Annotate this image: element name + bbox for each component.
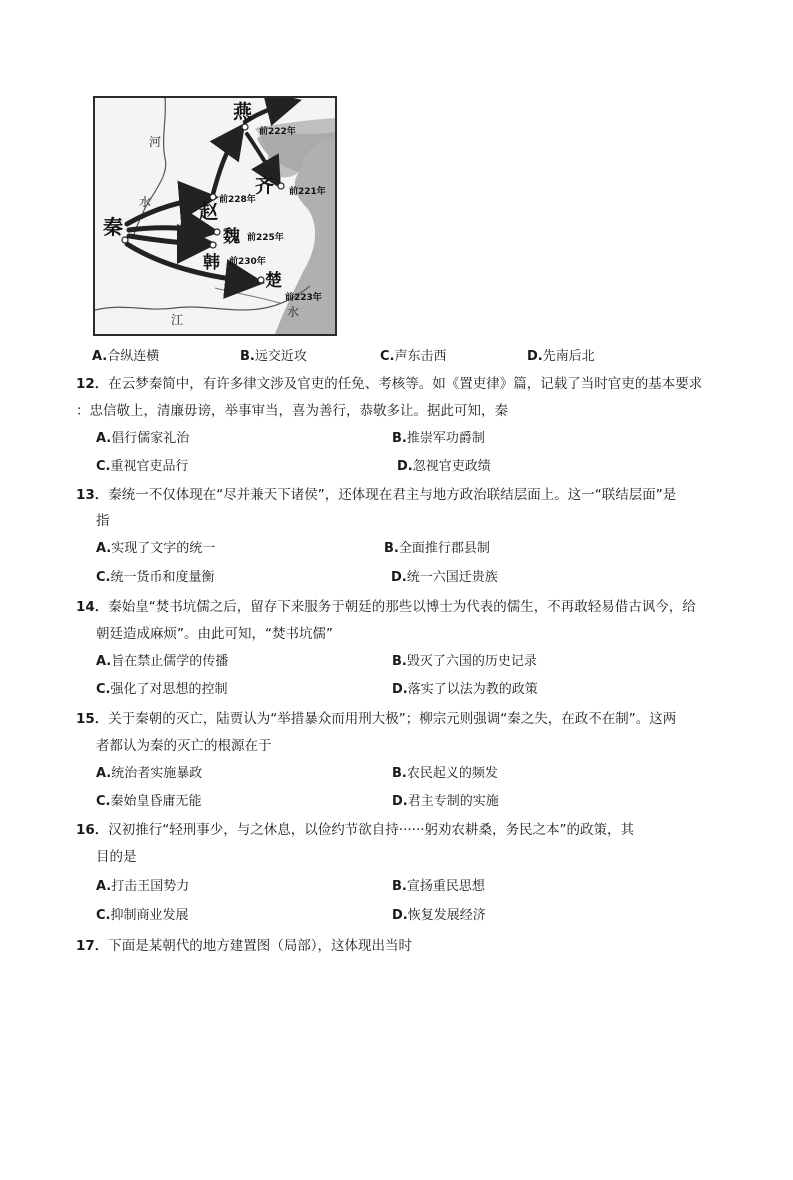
- river-label-he: 河: [149, 135, 162, 149]
- q12-option-d: [397, 458, 491, 476]
- option-text: 统一货币和度量衡: [110, 570, 215, 585]
- option-text: 落实了以法为教的政策: [407, 682, 538, 697]
- option-letter: A.: [96, 766, 112, 781]
- option-text: 合纵连横: [107, 349, 160, 364]
- q15-option-c: [96, 793, 202, 811]
- question-number: 13．: [76, 487, 109, 503]
- option-letter: C.: [96, 794, 111, 809]
- option-letter: A.: [96, 431, 112, 446]
- option-letter: A.: [96, 879, 112, 894]
- option-text: 忽视官吏政绩: [412, 459, 491, 474]
- han-marker: [210, 242, 216, 248]
- option-letter: D.: [527, 349, 543, 364]
- q11-option-a: [92, 348, 159, 366]
- option-letter: D.: [392, 908, 408, 923]
- option-text: 先南后北: [542, 349, 595, 364]
- option-text: 全面推行郡县制: [398, 541, 490, 556]
- year-han: 前230年: [229, 257, 266, 267]
- option-letter: B.: [392, 879, 407, 894]
- option-text: 恢复发展经济: [407, 908, 486, 923]
- option-text: 毁灭了六国的历史记录: [406, 654, 537, 669]
- label-chu: 楚: [265, 271, 282, 291]
- arrow-to-han: [129, 236, 207, 244]
- q13-option-c: [96, 569, 215, 587]
- arrow-to-wei: [129, 228, 210, 231]
- zhao-marker: [210, 194, 216, 200]
- question-text: 下面是某朝代的地方建置图（局部），这体现出当时: [108, 938, 413, 954]
- q13-option-d: [391, 569, 498, 587]
- q15-option-b: [392, 765, 498, 783]
- option-text: 强化了对思想的控制: [110, 682, 228, 697]
- label-qin: 秦: [103, 215, 123, 239]
- option-letter: C.: [380, 349, 395, 364]
- option-letter: B.: [392, 766, 407, 781]
- q11-option-b: [240, 348, 307, 366]
- option-text: 打击王国势力: [111, 879, 190, 894]
- q12-option-c: [96, 458, 189, 476]
- year-qi: 前221年: [289, 187, 326, 197]
- option-letter: B.: [392, 654, 407, 669]
- question-text: 秦统一不仅体现在“尽并兼天下诸侯”，还体现在君主与地方政治联结层面上。这一“联结层面”是: [108, 487, 677, 503]
- option-letter: A.: [96, 541, 112, 556]
- q16-option-a: [96, 878, 189, 896]
- question-text: 汉初推行“轻刑事少，与之休息，以俭约节欲自持······躬劝农耕桑，务民之本”的政策，其: [108, 822, 635, 838]
- q12-stem-line2: ：忠信敬上，清廉毋谤，举事审当，喜为善行，恭敬多让。据此可知，秦: [76, 403, 508, 419]
- label-wei: 魏: [223, 227, 240, 247]
- river-label-shui2: 水: [287, 305, 300, 319]
- yan-marker: [242, 124, 248, 130]
- option-text: 推崇军功爵制: [406, 431, 485, 446]
- option-text: 宣扬重民思想: [406, 879, 485, 894]
- q16-option-d: [392, 907, 486, 925]
- option-text: 重视官吏品行: [110, 459, 189, 474]
- option-letter: B.: [392, 431, 407, 446]
- question-text: 秦始皇“焚书坑儒之后，留存下来服务于朝廷的那些以博士为代表的儒生，不再敢轻易借古讽今，给: [108, 599, 696, 615]
- q13-option-b: [384, 540, 490, 558]
- option-text: 秦始皇昏庸无能: [110, 794, 202, 809]
- question-text: 在云梦秦简中，有许多律文涉及官吏的任免、考核等。如《置吏律》篇，记载了当时官吏的基本要求: [108, 376, 703, 392]
- q14-option-b: [392, 653, 537, 671]
- q12-option-b: [392, 430, 485, 448]
- option-text: 旨在禁止儒学的传播: [111, 654, 229, 669]
- q12-option-a: [96, 430, 189, 448]
- q16-option-c: [96, 907, 189, 925]
- q16-stem-line2: 目的是: [96, 849, 137, 865]
- q14-stem-line1: [76, 598, 696, 616]
- option-letter: C.: [96, 682, 111, 697]
- label-yan: 燕: [233, 101, 253, 123]
- q14-option-a: [96, 653, 228, 671]
- year-wei: 前225年: [247, 233, 284, 243]
- q13-stem-line2: 指: [96, 513, 110, 529]
- q15-stem-line1: [76, 710, 676, 728]
- q11-option-c: [380, 348, 447, 366]
- question-number: 16．: [76, 822, 109, 838]
- q15-stem-line2: 者都认为秦的灭亡的根源在于: [96, 738, 272, 754]
- river-label-jiang: 江: [171, 313, 184, 327]
- option-text: 远交近攻: [254, 349, 307, 364]
- option-letter: B.: [384, 541, 399, 556]
- label-han: 韩: [203, 253, 220, 273]
- q17-stem-line1: [76, 937, 412, 955]
- qin-unification-map: [93, 96, 337, 336]
- q16-option-b: [392, 878, 485, 896]
- q15-option-a: [96, 765, 202, 783]
- q13-option-a: [96, 540, 215, 558]
- question-number: 14．: [76, 599, 109, 615]
- option-letter: C.: [96, 908, 111, 923]
- q16-stem-line1: [76, 821, 634, 839]
- arrow-yan-onward: [245, 102, 293, 122]
- question-number: 17．: [76, 938, 109, 954]
- label-zhao: 赵: [199, 201, 219, 223]
- q13-stem-line1: [76, 486, 676, 504]
- question-number: 15．: [76, 711, 109, 727]
- q14-option-c: [96, 681, 228, 699]
- option-text: 抑制商业发展: [110, 908, 189, 923]
- q15-option-d: [392, 793, 499, 811]
- chu-marker: [258, 277, 264, 283]
- option-text: 实现了文字的统一: [111, 541, 216, 556]
- option-letter: D.: [391, 570, 407, 585]
- qi-marker: [278, 183, 284, 189]
- option-letter: D.: [392, 682, 408, 697]
- wei-marker: [214, 229, 220, 235]
- option-text: 统一六国迁贵族: [406, 570, 498, 585]
- q11-option-d: [527, 348, 595, 366]
- option-letter: C.: [96, 459, 111, 474]
- arrow-to-yan: [213, 130, 240, 194]
- option-letter: D.: [397, 459, 413, 474]
- option-letter: A.: [96, 654, 112, 669]
- option-text: 统治者实施暴政: [111, 766, 203, 781]
- q14-stem-line2: 朝廷造成麻烦”。由此可知，“焚书坑儒”: [96, 626, 333, 642]
- year-zhao: 前228年: [219, 195, 256, 205]
- option-text: 君主专制的实施: [407, 794, 499, 809]
- option-letter: D.: [392, 794, 408, 809]
- option-text: 农民起义的频发: [406, 766, 498, 781]
- question-text: 关于秦朝的灭亡，陆贾认为“举措暴众而用刑大极”；柳宗元则强调“秦之失，在政不在制”。这两: [108, 711, 677, 727]
- q12-stem-line1: [76, 375, 702, 393]
- year-chu: 前223年: [285, 293, 322, 303]
- option-text: 声东击西: [394, 349, 447, 364]
- river-label-shui: 水: [139, 195, 152, 209]
- option-letter: A.: [92, 349, 108, 364]
- option-letter: C.: [96, 570, 111, 585]
- option-text: 倡行儒家礼治: [111, 431, 190, 446]
- question-number: 12．: [76, 376, 109, 392]
- option-letter: B.: [240, 349, 255, 364]
- year-yan: 前222年: [259, 127, 296, 137]
- q14-option-d: [392, 681, 538, 699]
- label-qi: 齐: [255, 175, 275, 197]
